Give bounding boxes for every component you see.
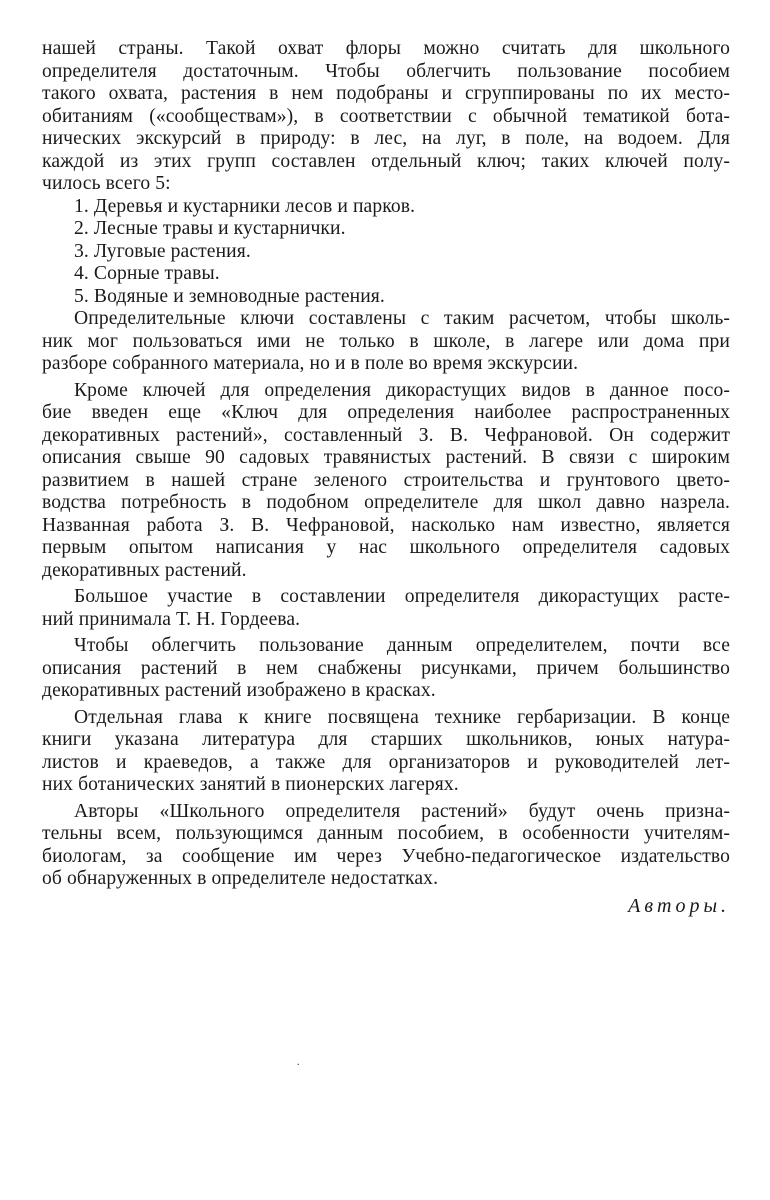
decorative-paragraph — [42, 380, 730, 583]
text-line: нических экскурсий в природу: в лес, на луг, в поле, на водоем. Для — [42, 128, 730, 149]
text-line: описания растений в нем снабжены рисунками, причем большинство — [42, 657, 730, 679]
text-line: декоративных растений. — [42, 559, 247, 581]
text-line: такого охвата, растения в нем подобраны и сгруппированы по их место- — [42, 83, 730, 104]
text-line: биологам, за сообщение им через Учебно-педагогическое издательство — [42, 845, 730, 867]
text-line: описания свыше 90 садовых травянистых растений. В связи с широким — [42, 447, 730, 468]
text-line: Кроме ключей для определения дикорастущих видов в данное посо- — [74, 379, 730, 401]
text-line: каждой из этих групп составлен отдельный ключ; таких ключей полу- — [42, 150, 730, 172]
text-line: бие введен еще «Ключ для определения наиболее распространенных — [42, 402, 730, 423]
list-item: 5. Водяные и земноводные растения. — [74, 285, 385, 307]
authors-signature: Авторы. — [628, 894, 730, 917]
list-item: 2. Лесные травы и кустарнички. — [74, 218, 346, 239]
list-item: 4. Сорные травы. — [74, 263, 220, 284]
text-line: декоративных растений изображено в красках. — [42, 680, 436, 701]
text-line: об обнаруженных в определителе недостатках. — [42, 868, 439, 889]
text-line: Определительные ключи составлены с таким расчетом, чтобы школь- — [74, 308, 730, 329]
herbarium-paragraph — [42, 707, 730, 797]
pictures-paragraph — [42, 635, 730, 703]
text-line: них ботанических занятий в пионерских лагерях. — [42, 774, 459, 795]
text-line: водства потребность в подобном определителе для школ давно назрела. — [42, 492, 730, 513]
list-item: 1. Деревья и кустарники лесов и парков. — [74, 195, 416, 217]
text-line: нашей страны. Такой охват флоры можно считать для школьного — [42, 38, 730, 59]
intro-paragraph — [42, 38, 730, 196]
text-line: ний принимала Т. Н. Гордеева. — [42, 608, 301, 630]
text-line: разборе собранного материала, но и в поле во время экскурсии. — [42, 353, 579, 374]
text-line: развитием в нашей стране зеленого строительства и грунтового цвето- — [42, 469, 730, 491]
text-line: обитаниям («сообществам»), в соответствии с обычной тематикой бота- — [42, 105, 730, 127]
text-line: определителя достаточным. Чтобы облегчить пользование пособием — [42, 60, 730, 82]
gordeeva-paragraph — [42, 586, 730, 631]
text-line: Авторы «Школьного определителя растений» будут очень призна- — [74, 800, 730, 822]
authors-request-paragraph — [42, 801, 730, 891]
list-item: 3. Луговые растения. — [74, 240, 251, 262]
text-line: чилось всего 5: — [42, 173, 171, 194]
text-line: Чтобы облегчить пользование данным определителем, почти все — [74, 635, 730, 656]
text-line: Большое участие в составлении определителя дикорастущих расте- — [74, 586, 730, 607]
text-line: книги указана литература для старших школьников, юных натура- — [42, 729, 730, 750]
text-line: ник мог пользоваться ими не только в школе, в лагере или дома при — [42, 330, 730, 352]
text-line: Отдельная глава к книге посвящена технике гербаризации. В конце — [74, 706, 730, 728]
text-line: Названная работа З. В. Чефрановой, насколько нам известно, является — [42, 514, 730, 536]
text-line: декоративных растений», составленный З. В. Чефрановой. Он содержит — [42, 424, 730, 446]
print-speck-mark: ˙ — [296, 1060, 301, 1075]
text-line: листов и краеведов, а также для организаторов и руководителей лет- — [42, 751, 730, 773]
book-page-text — [42, 38, 730, 917]
keys-paragraph — [42, 308, 730, 376]
keys-list — [42, 196, 730, 309]
text-line: первым опытом написания у нас школьного определителя садовых — [42, 537, 730, 558]
text-line: тельны всем, пользующимся данным пособием, в особенности учителям- — [42, 823, 730, 844]
